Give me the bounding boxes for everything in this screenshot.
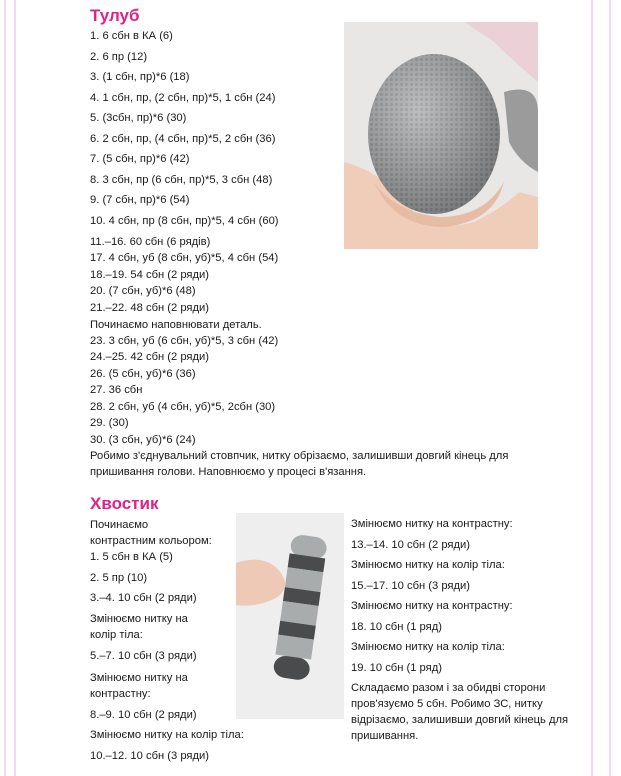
pattern-row: 7. (5 сбн, пр)*6 (42) bbox=[90, 153, 190, 165]
pattern-row: 5. (3сбн, пр)*6 (30) bbox=[90, 112, 187, 124]
page-border-right bbox=[591, 0, 621, 776]
pattern-row: 3. (1 сбн, пр)*6 (18) bbox=[90, 71, 190, 83]
pattern-row: 8. 3 сбн, пр (6 сбн, пр)*5, 3 сбн (48) bbox=[90, 174, 273, 186]
pattern-row: Змінюємо нитку на контрастну: bbox=[351, 518, 513, 530]
pattern-row: колір тіла: bbox=[90, 629, 143, 641]
pattern-row: 1. 6 сбн в КА (6) bbox=[90, 30, 173, 42]
pattern-row: 1. 5 сбн в КА (5) bbox=[90, 551, 173, 563]
pattern-row: 4. 1 сбн, пр, (2 сбн, пр)*5, 1 сбн (24) bbox=[90, 92, 276, 104]
pattern-row: 11.–16. 60 сбн (6 рядів) bbox=[90, 236, 211, 248]
pattern-row: 9. (7 сбн, пр)*6 (54) bbox=[90, 194, 190, 206]
pattern-row: контрастним кольором: bbox=[90, 535, 212, 547]
pattern-row: Змінюємо нитку на bbox=[90, 672, 188, 684]
pattern-row: 13.–14. 10 сбн (2 ряди) bbox=[351, 539, 470, 551]
body-photo bbox=[344, 22, 538, 249]
tail-closing-text: Складаємо разом і за обидві сторони пров'язуємо 5 сбн. Робимо ЗС, нитку відрізаємо, залишивши довгий кінець для пришивання. bbox=[351, 682, 569, 742]
pattern-row: 8.–9. 10 сбн (2 ряди) bbox=[90, 709, 197, 721]
pattern-row: 29. (30) bbox=[90, 417, 129, 429]
pattern-row: 28. 2 сбн, уб (4 сбн, уб)*5, 2сбн (30) bbox=[90, 401, 276, 413]
pattern-row: контрастну: bbox=[90, 688, 151, 700]
page-border-left bbox=[0, 0, 16, 776]
tail-section-title: Хвостик bbox=[90, 494, 159, 513]
pattern-row: 24.–25. 42 сбн (2 ряди) bbox=[90, 351, 209, 363]
body-closing-text: Робимо з'єднувальний стовпчик, нитку обрізаємо, залишивши довгий кінець для пришивання голови. Наповнюємо у процесі в'язання. bbox=[90, 450, 509, 478]
pattern-row: 18. 10 сбн (1 ряд) bbox=[351, 621, 442, 633]
pattern-row: 2. 6 пр (12) bbox=[90, 51, 148, 63]
pattern-row: 26. (5 сбн, уб)*6 (36) bbox=[90, 368, 196, 380]
pattern-row: 18.–19. 54 сбн (2 ряди) bbox=[90, 269, 209, 281]
tail-photo bbox=[236, 513, 344, 719]
pattern-row: 10. 4 сбн, пр (8 сбн, пр)*5, 4 сбн (60) bbox=[90, 215, 279, 227]
pattern-row: Змінюємо нитку на bbox=[90, 613, 188, 625]
pattern-row: 17. 4 сбн, уб (8 сбн, уб)*5, 4 сбн (54) bbox=[90, 252, 279, 264]
pattern-row: 6. 2 сбн, пр, (4 сбн, пр)*5, 2 сбн (36) bbox=[90, 133, 276, 145]
pattern-row: 27. 36 сбн bbox=[90, 384, 143, 396]
pattern-row: 20. (7 сбн, уб)*6 (48) bbox=[90, 285, 196, 297]
pattern-row: 21.–22. 48 сбн (2 ряди) bbox=[90, 302, 209, 314]
pattern-row: Починаємо наповнювати деталь. bbox=[90, 319, 262, 331]
pattern-row: 19. 10 сбн (1 ряд) bbox=[351, 662, 442, 674]
pattern-row: Змінюємо нитку на колір тіла: bbox=[351, 559, 505, 571]
pattern-row: 10.–12. 10 сбн (3 ряди) bbox=[90, 750, 209, 762]
pattern-row: Змінюємо нитку на контрастну: bbox=[351, 600, 513, 612]
pattern-row: 30. (3 сбн, уб)*6 (24) bbox=[90, 434, 196, 446]
body-section-title: Тулуб bbox=[90, 6, 140, 25]
pattern-row: Змінюємо нитку на колір тіла: bbox=[90, 729, 244, 741]
pattern-row: 2. 5 пр (10) bbox=[90, 572, 148, 584]
pattern-row: Змінюємо нитку на колір тіла: bbox=[351, 641, 505, 653]
pattern-row: Починаємо bbox=[90, 519, 149, 531]
pattern-row: 23. 3 сбн, уб (6 сбн, уб)*5, 3 сбн (42) bbox=[90, 335, 279, 347]
pattern-row: 5.–7. 10 сбн (3 ряди) bbox=[90, 650, 197, 662]
pattern-row: 15.–17. 10 сбн (3 ряди) bbox=[351, 580, 470, 592]
pattern-row: 3.–4. 10 сбн (2 ряди) bbox=[90, 592, 197, 604]
